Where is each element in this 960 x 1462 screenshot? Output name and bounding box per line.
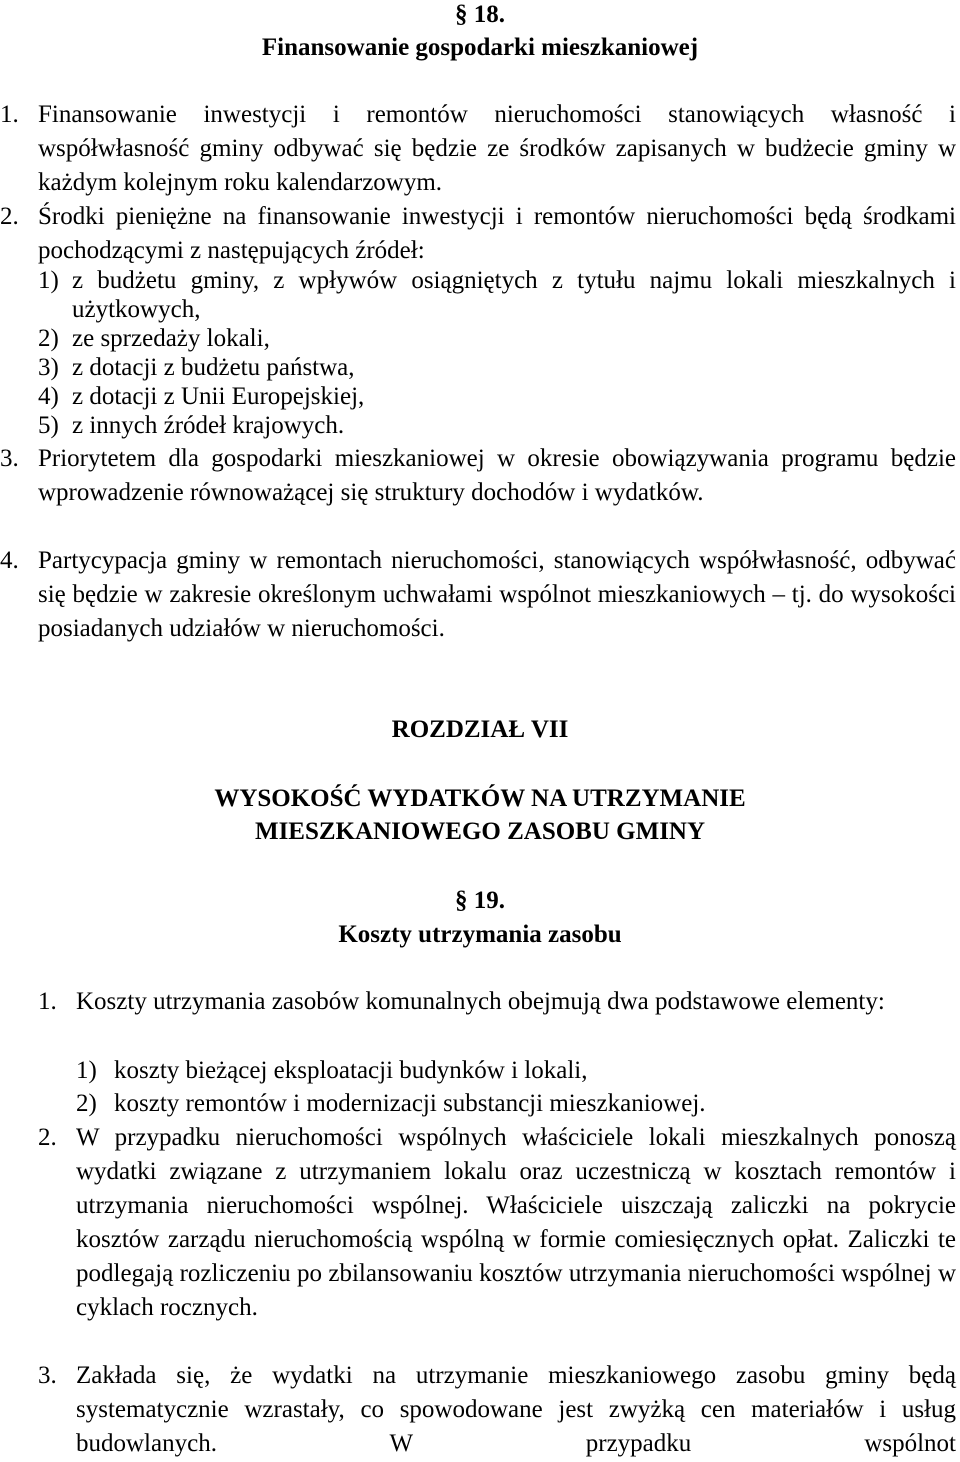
list-item (38, 266, 956, 324)
item-number: 3. (0, 445, 19, 472)
item-number: 3. (38, 1362, 57, 1389)
subitem-text: koszty remontów i modernizacji substancji mieszkaniowej. (114, 1090, 706, 1117)
item-text: Priorytetem dla gospodarki mieszkaniowej w okresie obowiązywania programu będzie wprowadzenie równoważącej się struktury dochodów i wydatków. (38, 445, 956, 506)
paragraph-18-2 (0, 200, 956, 268)
section-19-title: Koszty utrzymania zasobu (338, 921, 622, 948)
paragraph-18-4 (0, 544, 956, 646)
subitem-text: z budżetu gminy, z wpływów osiągniętych z tytułu najmu lokali mieszkalnych i użytkowych, (72, 267, 956, 323)
subitem-number: 5) (38, 412, 59, 439)
subitem-number: 1) (38, 267, 59, 294)
paragraph-19-2 (38, 1121, 956, 1325)
chapter-label: ROZDZIAŁ VII (391, 716, 569, 743)
item-text: Partycypacja gminy w remontach nieruchomości, stanowiących współwłasność, odbywać się będzie w zakresie określonym uchwałami wspólnot mieszkaniowych – tj. do wysokości posiadanych udziałów w nieruchomości. (38, 547, 956, 642)
subitem-number: 4) (38, 383, 59, 410)
subitem-text: z dotacji z budżetu państwa, (72, 354, 355, 381)
paragraph-18-1 (0, 98, 956, 200)
subitem-number: 2) (76, 1090, 97, 1117)
section-19-number: § 19. (455, 887, 505, 914)
subitem-text: z innych źródeł krajowych. (72, 412, 345, 439)
section-18-title: Finansowanie gospodarki mieszkaniowej (261, 34, 699, 61)
item-number: 2. (38, 1124, 57, 1151)
paragraph-18-3 (0, 442, 956, 510)
subitem-number: 2) (38, 325, 59, 352)
paragraph-19-3 (38, 1359, 956, 1461)
item-number: 4. (0, 547, 19, 574)
item-text: Zakłada się, że wydatki na utrzymanie mieszkaniowego zasobu gminy będą systematycznie wzrastały, co spowodowane jest zwyżką cen materiałów i usług budowlanych. W przypadku wspólnot (76, 1362, 956, 1457)
item-text: W przypadku nieruchomości wspólnych właściciele lokali mieszkalnych ponoszą wydatki związane z utrzymaniem lokalu oraz uczestniczą w kosztach remontów i utrzymania nieruchomości wspólnej. Właściciele uiszczają zaliczki na pokrycie kosztów zarządu nieruchomością wspólną w formie comiesięcznych opłat. Zaliczki te podlegają rozliczeniu po zbilansowaniu kosztów utrzymania nieruchomości wspólnej w cyklach rocznych. (76, 1124, 956, 1321)
subitem-number: 3) (38, 354, 59, 381)
subitem-text: ze sprzedaży lokali, (72, 325, 270, 352)
section-18-number: § 18. (455, 1, 505, 28)
chapter-title-line-2: MIESZKANIOWEGO ZASOBU GMINY (254, 818, 706, 845)
item-number: 2. (0, 203, 19, 230)
item-number: 1. (0, 101, 19, 128)
item-text: Środki pieniężne na finansowanie inwestycji i remontów nieruchomości będą środkami pochodzącymi z następujących źródeł: (38, 203, 956, 264)
item-text: Finansowanie inwestycji i remontów nieruchomości stanowiących własność i współwłasność gminy odbywać się będzie ze środków zapisanych w budżecie gminy w każdym kolejnym roku kalendarzowym. (38, 101, 956, 196)
item-text: Koszty utrzymania zasobów komunalnych obejmują dwa podstawowe elementy: (76, 988, 885, 1015)
item-number: 1. (38, 988, 57, 1015)
chapter-title-line-1: WYSOKOŚĆ WYDATKÓW NA UTRZYMANIE (214, 785, 746, 812)
subitem-text: koszty bieżącej eksploatacji budynków i lokali, (114, 1057, 588, 1084)
paragraph-19-1 (38, 985, 956, 1019)
subitem-text: z dotacji z Unii Europejskiej, (72, 383, 365, 410)
subitem-number: 1) (76, 1057, 97, 1084)
